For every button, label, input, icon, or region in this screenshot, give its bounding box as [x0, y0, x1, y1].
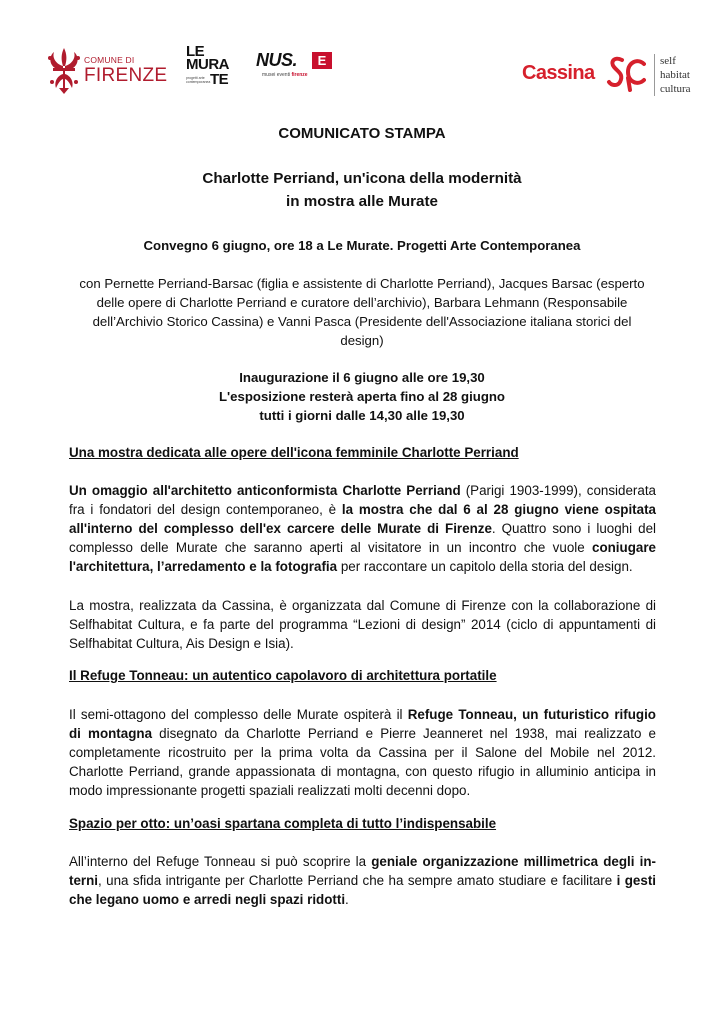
section-heading-2: Il Refuge Tonneau: un autentico capolavoro di architettura portatile	[69, 668, 497, 683]
murate-logo-line-3: TE	[210, 71, 229, 88]
bold-run: Refuge Tonneau, un futuristico rifugio	[407, 707, 656, 722]
bold-run: Un omaggio all'architetto anticonformista Charlotte Perriand	[69, 483, 461, 498]
opening-line: tutti i giorni dalle 14,30 alle 19,30	[259, 408, 465, 423]
murate-logo-subtitle: progetti arte contemporanea	[186, 76, 211, 84]
paragraph	[69, 596, 656, 653]
speakers-line: con Pernette Perriand-Barsac (figlia e assistente di Charlotte Perriand), Jacques Barsac (esperto	[79, 276, 645, 291]
text-run: (Parigi 1903-1999), considerata	[460, 483, 656, 498]
musei-firenze-logo	[256, 50, 334, 80]
opening-line: L'esposizione resterà aperta fino al 28 giugno	[218, 389, 505, 404]
nus-logo-subtitle	[262, 72, 308, 78]
nus-logo-box: E	[312, 52, 332, 69]
nus-sub-brand: firenze	[291, 72, 308, 78]
paragraph-line	[69, 871, 656, 890]
paragraph-line	[69, 596, 656, 615]
selfhabitat-word-2: habitat	[660, 69, 690, 81]
bold-run: l'architettura, l’arredamento e la fotografia	[69, 559, 338, 574]
paragraph-line	[69, 705, 656, 724]
bold-run: di montagna	[69, 726, 153, 741]
speakers-line: dell’Archivio Storico Cassina) e Vanni Pasca (Presidente dell'Associazione italiana storici del	[92, 314, 632, 329]
paragraph	[69, 481, 656, 576]
text-run: fra i fondatori del design contemporaneo, è	[69, 502, 342, 517]
comune-di-firenze-logo	[46, 44, 168, 96]
bold-run: coniugare	[592, 540, 656, 555]
selfhabitat-divider	[654, 54, 655, 96]
section-heading-3: Spazio per otto: un’oasi spartana completa di tutto l’indispensabile	[69, 816, 497, 831]
firenze-logo-small-text: COMUNE DI	[84, 55, 135, 65]
section-heading-1: Una mostra dedicata alle opere dell'icona femminile Charlotte Perriand	[69, 445, 519, 460]
text-run: La mostra, realizzata da Cassina, è organizzata dal Comune di Firenze con la collaborazione di	[69, 598, 656, 613]
bold-run: la mostra che dal 6 al 28 giugno viene ospitata	[341, 502, 656, 517]
paragraph-line	[69, 890, 656, 909]
paragraph-line	[69, 557, 656, 576]
le-murate-logo	[186, 44, 236, 90]
text-run: , una sfida intrigante per Charlotte Perriand che ha sempre amato studiare e facilitare	[98, 873, 617, 888]
text-run: completamente ricostruito per la prima volta da Cassina per il Salone del Mobile nel 2012.	[69, 745, 656, 760]
paragraph-line	[69, 538, 656, 557]
nus-logo-word: NUS.	[256, 50, 298, 70]
text-run: disegnato da Charlotte Perriand e Pierre Jeanneret nel 1938, mai realizzato e	[152, 726, 656, 741]
selfhabitat-word-1: self	[660, 55, 676, 67]
title-line-2: in mostra alle Murate	[286, 193, 438, 210]
text-run: Charlotte Perriand, grande appassionata di montagna, con questo rifugio in alluminio anticipa in	[69, 764, 656, 779]
bold-run: terni	[69, 873, 99, 888]
opening-line: Inaugurazione il 6 giugno alle ore 19,30	[239, 370, 485, 385]
paragraph	[69, 705, 656, 800]
selfhabitat-monogram-icon	[606, 52, 646, 94]
paragraph-line	[69, 481, 656, 500]
bold-run: che legano uomo e arredi negli spazi ridotti	[69, 892, 346, 907]
murate-logo-line-2: MURA	[186, 56, 229, 73]
text-run: Selfhabitat Cultura, e fa parte del programma “Lezioni di design” 2014 (ciclo di appuntamenti di	[69, 617, 656, 632]
paragraph-line	[69, 500, 656, 519]
cassina-logo: Cassina	[522, 62, 595, 84]
paragraph-line	[69, 724, 656, 743]
florentine-lily-icon	[46, 44, 82, 96]
bold-run: geniale organizzazione millimetrica degli in-	[371, 854, 656, 869]
press-release-label: COMUNICATO STAMPA	[278, 125, 446, 142]
bold-run: all'interno del complesso dell'ex carcere delle Murate di Firenze	[69, 521, 492, 536]
paragraph-line	[69, 519, 656, 538]
bold-run: i gesti	[616, 873, 656, 888]
text-run: complesso delle Murate che saranno aperti al visitatore in un incontro che vuole	[69, 540, 592, 555]
text-run: . Quattro sono i luoghi del	[491, 521, 656, 536]
firenze-logo-big-text: FIRENZE	[84, 65, 168, 86]
speakers-line: design)	[340, 333, 384, 348]
paragraph-line	[69, 743, 656, 762]
text-run: All’interno del Refuge Tonneau si può scoprire la	[69, 854, 372, 869]
event-line: Convegno 6 giugno, ore 18 a Le Murate. Progetti Arte Contemporanea	[143, 238, 581, 253]
text-run: Selfhabitat Cultura, Ais Design e Isia).	[69, 636, 294, 651]
text-run: modo impressionante progetti spaziali realizzati molti decenni dopo.	[69, 783, 471, 798]
paragraph-line	[69, 615, 656, 634]
nus-sub-prefix: musei eventi	[262, 72, 291, 78]
text-run: .	[345, 892, 349, 907]
selfhabitat-word-3: cultura	[660, 83, 691, 95]
text-run: Il semi-ottagono del complesso delle Murate ospiterà il	[69, 707, 408, 722]
paragraph-line	[69, 852, 656, 871]
paragraph-line	[69, 634, 656, 653]
speakers-line: delle opere di Charlotte Perriand e curatore dell’archivio), Barbara Lehmann (Responsabile	[96, 295, 628, 310]
title-line-1: Charlotte Perriand, un'icona della modernità	[202, 170, 522, 187]
murate-logo-line-1: LE	[186, 43, 205, 60]
paragraph-line	[69, 762, 656, 781]
paragraph	[69, 852, 656, 909]
text-run: per raccontare un capitolo della storia del design.	[337, 559, 633, 574]
paragraph-line	[69, 781, 656, 800]
